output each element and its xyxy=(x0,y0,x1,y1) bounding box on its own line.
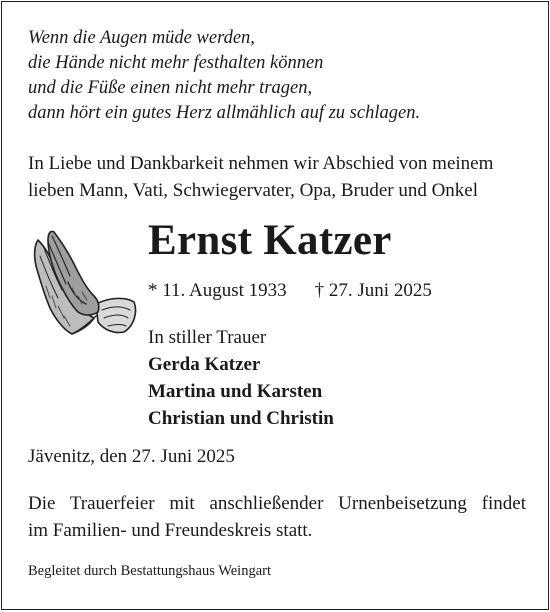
ceremony-line: Die Trauerfeier mit anschließender Urnenbeisetzung findet xyxy=(28,493,526,514)
intro-line: lieben Mann, Vati, Schwiegervater, Opa, Bruder und Onkel xyxy=(28,180,479,201)
poem-line: die Hände nicht mehr festhalten können xyxy=(28,53,324,73)
mourning-heading: In stiller Trauer xyxy=(148,327,267,348)
poem-line: Wenn die Augen müde werden, xyxy=(28,28,255,48)
praying-hands-icon xyxy=(24,226,142,344)
life-dates xyxy=(148,280,432,302)
deceased-name: Ernst Katzer xyxy=(148,217,392,264)
place-and-date: Jävenitz, den 27. Juni 2025 xyxy=(28,446,235,467)
birth-date: * 11. August 1933 xyxy=(148,280,287,301)
obituary-notice xyxy=(1,1,549,610)
mourner-name: Martina und Karsten xyxy=(148,381,323,402)
poem-line: und die Füße einen nicht mehr tragen, xyxy=(28,78,313,98)
mourner-name: Christian und Christin xyxy=(148,408,334,429)
ceremony-line: im Familien- und Freundeskreis statt. xyxy=(28,520,313,541)
death-date: † 27. Juni 2025 xyxy=(314,280,432,301)
ceremony-notice xyxy=(28,490,526,544)
poem-line: dann hört ein gutes Herz allmählich auf zu schlagen. xyxy=(28,103,421,123)
mourners-block xyxy=(148,324,334,432)
poem xyxy=(28,26,420,126)
funeral-home-credit: Begleitet durch Bestattungshaus Weingart xyxy=(28,563,271,579)
mourner-name: Gerda Katzer xyxy=(148,354,261,375)
intro-line: In Liebe und Dankbarkeit nehmen wir Abschied von meinem xyxy=(28,153,494,174)
intro-text xyxy=(28,150,493,204)
